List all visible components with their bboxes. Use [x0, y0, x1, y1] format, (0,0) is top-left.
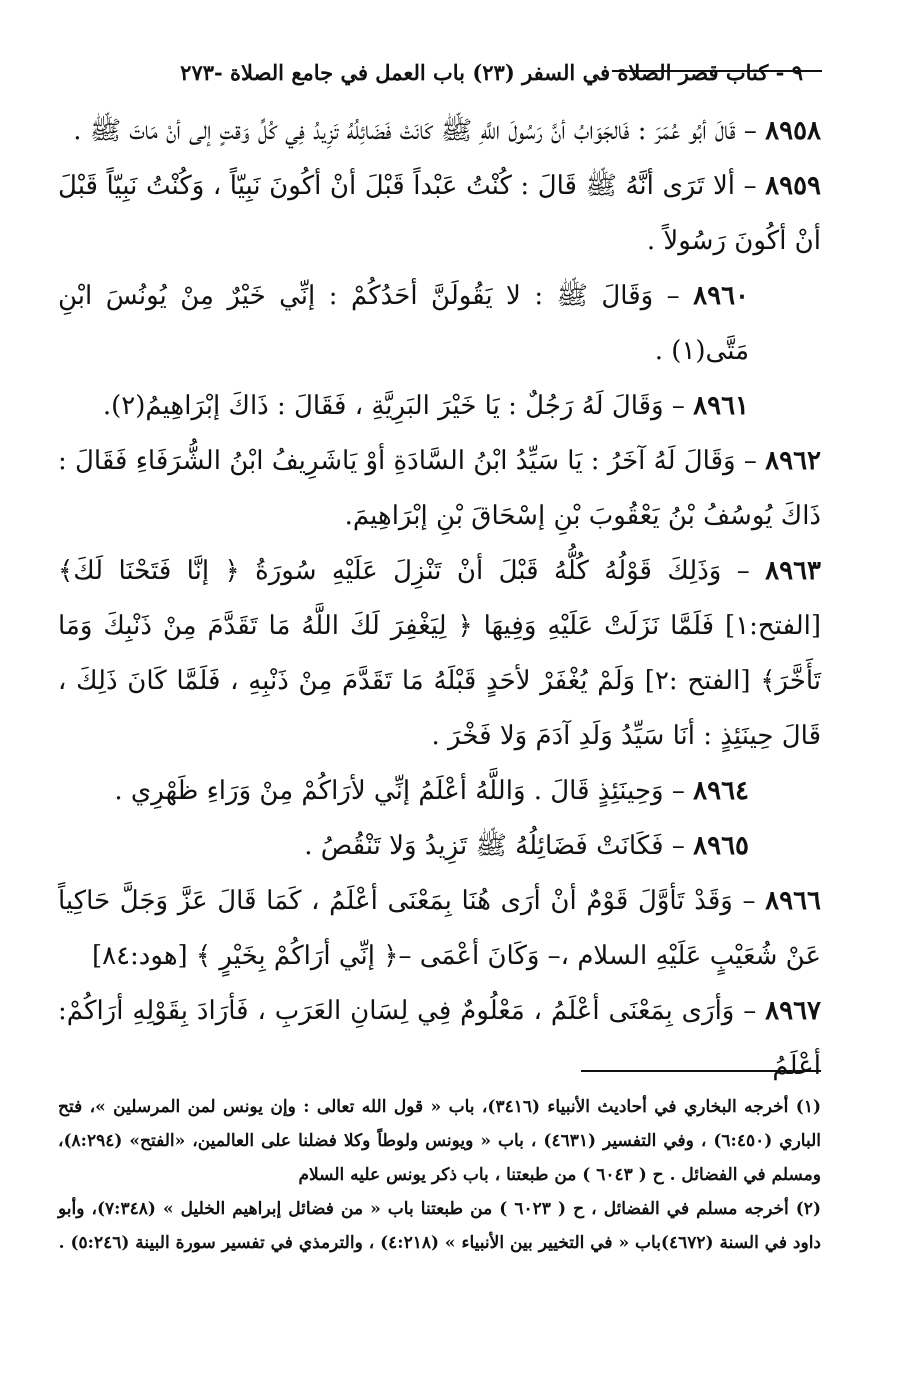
paragraph [58, 819, 821, 874]
footnotes [58, 1090, 821, 1260]
paragraph-text: – وَقَالَ لَهُ رَجُلٌ : يَا خَيْرَ البَرِيَّةِ ، فَقَالَ : ذَاكَ إبْرَاهِيمُ(٢). [102, 391, 685, 421]
paragraph-text: – وَقَالَ ﷺ : لا يَقُولَنَّ أحَدُكُمْ : إنِّي خَيْرٌ مِنْ يُونُسَ ابْنِ مَتَّى(١) . [58, 281, 749, 366]
paragraph-text: – وَقَالَ لَهُ آخَرُ : يَا سَيِّدُ ابْنُ السَّادَةِ أوْ يَاشَرِيفُ ابْنُ الشُّرَفَاءِ فَقَالَ : ذَاكَ يُوسُفُ بْنُ يَعْقُوبَ بْنِ إسْحَاقَ بْنِ إبْرَاهِيمَ. [58, 446, 821, 531]
paragraph [58, 159, 821, 269]
paragraph-text: – فَكَانَتْ فَضَائِلُهُ ﷺ تَزِيدُ وَلا تَنْقُصُ . [304, 831, 685, 861]
paragraph-text: – قَالَ أبُو عُمَرَ : فَالجَوَابُ أنَّ رَسُولَ اللَّهِ ﷺ كَانَتْ فَضَائِلُهُ تَزِيدُ فِي كُلِّ وَقتٍ إلى أنْ مَاتَ ﷺ . [73, 116, 757, 146]
paragraph-number: ٨٩٦٥ [693, 831, 749, 861]
paragraph-text: – وَحِينَئِذٍ قَالَ . وَاللَّهُ أعْلَمُ إنِّي لأرَاكُمْ مِنْ وَرَاءِ ظَهْرِي . [114, 776, 685, 806]
footnote-separator [581, 1070, 821, 1072]
paragraph [58, 874, 821, 984]
paragraph-number: ٨٩٦٣ [765, 556, 822, 586]
paragraph [58, 379, 821, 434]
footnote: (٢) أخرجه مسلم في الفضائل ، ح ( ٦٠٢٣ ) من طبعتنا باب « من فضائل إبراهيم الخليل » (٧:٣٤٨)، وأبو داود في السنة (٤٦٧٢)باب « في التخيير بين الأنبياء » (٤:٢١٨) ، والترمذي في تفسير سورة البينة (٥:٢٤٦) . [58, 1199, 821, 1253]
paragraph-text: – وَأرَى بِمَعْنَى أعْلَمُ ، مَعْلُومٌ فِي لِسَانِ العَرَبِ ، فَأرَادَ بِقَوْلِهِ أرَاكُمْ: أعْلَمُ [58, 996, 821, 1081]
paragraph-text: – ألا تَرَى أنَّهُ ﷺ قَالَ : كُنْتُ عَبْداً قَبْلَ أنْ أكُونَ نَبِيّاً ، وَكُنْتُ نَبِيّاً قَبْلَ أنْ أكُونَ رَسُولاً . [58, 171, 821, 256]
paragraph-text: – وَقَدْ تَأوَّلَ قَوْمٌ أنْ أرَى هُنَا بِمَعْنَى أعْلَمُ ، كَمَا قَالَ عَزَّ وَجَلَّ حَاكِياً عَنْ شُعَيْبٍ عَلَيْهِ السلام ،– وَكَانَ أعْمَى –﴿ إنِّي أرَاكُمْ بِخَيْرٍ ﴾ [هود:٨٤] [58, 886, 821, 971]
paragraph-number: ٨٩٦٢ [765, 446, 821, 476]
paragraph [58, 764, 821, 819]
paragraph-text: – وَذَلِكَ قَوْلُهُ كُلُّهُ قَبْلَ أنْ تَنْزِلَ عَلَيْهِ سُورَةُ ﴿ إنَّا فَتَحْنَا لَكَ﴾ [الفتح:١] فَلَمَّا نَزَلَتْ عَلَيْهِ وَفِيهَا ﴿ لِيَغْفِرَ لَكَ اللَّهُ مَا تَقَدَّمَ مِنْ ذَنْبِكَ وَمَا تَأَخَّرَ﴾ [الفتح :٢] وَلَمْ يُغْفَرْ لأحَدٍ قَبْلَهُ مَا تَقَدَّمَ مِنْ ذَنْبِهِ ، فَلَمَّا كَانَ ذَلِكَ ، قَالَ حِينَئِذٍ : أنَا سَيِّدُ وَلَدِ آدَمَ وَلا فَخْرَ . [58, 556, 822, 751]
paragraph [58, 104, 821, 159]
paragraph-number: ٨٩٦٠ [693, 281, 749, 311]
paragraph-number: ٨٩٥٩ [765, 171, 822, 201]
paragraph-number: ٨٩٥٨ [765, 116, 821, 146]
running-header: ٩ - كتاب قصر الصلاة في السفر (٢٣) باب العمل في جامع الصلاة -٢٧٣ [180, 59, 803, 85]
paragraph [58, 544, 821, 764]
paragraph-number: ٨٩٦٧ [765, 996, 821, 1026]
paragraph [58, 984, 821, 1094]
paragraph [58, 434, 821, 544]
paragraph-number: ٨٩٦٤ [693, 776, 749, 806]
footnote: (١) أخرجه البخاري في أحاديث الأنبياء (٣٤١٦)، باب « قول الله تعالى : وإن يونس لمن المرسلين »، فتح الباري (٦:٤٥٠) ، وفي التفسير (٤٦٣١) ، باب « ويونس ولوطاً وكلا فضلنا على العالمين، «الفتح» (٨:٢٩٤)، ومسلم في الفضائل . ح ( ٦٠٤٣ ) من طبعتنا ، باب ذكر يونس عليه السلام [58, 1097, 821, 1185]
main-text [58, 104, 821, 1094]
header-rule [612, 70, 822, 72]
paragraph [58, 269, 821, 379]
paragraph-number: ٨٩٦١ [693, 391, 749, 421]
paragraph-number: ٨٩٦٦ [765, 886, 821, 916]
